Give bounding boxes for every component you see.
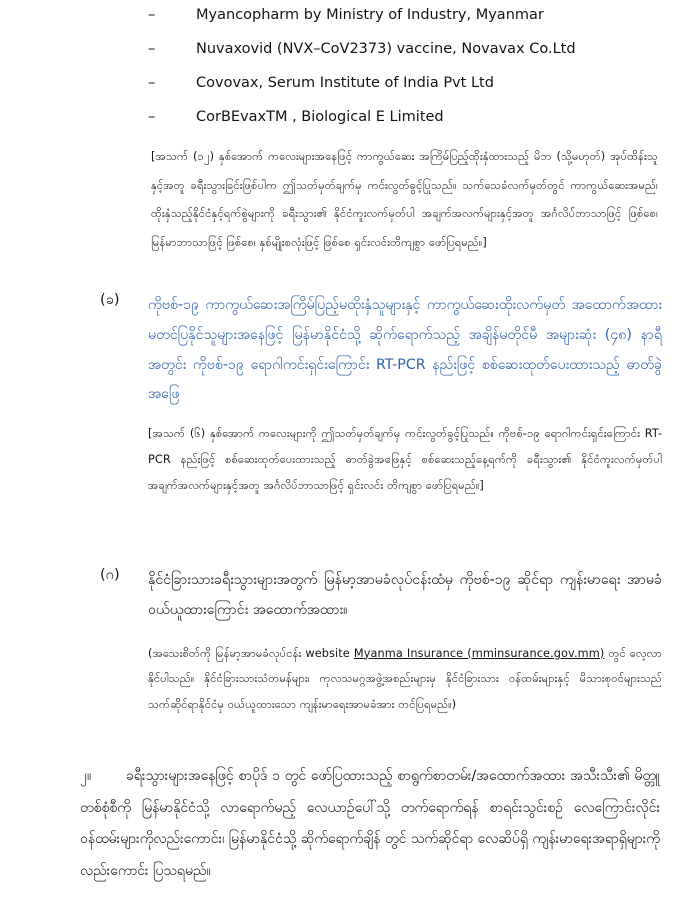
paragraph-text: ခရီးသွားများအနေဖြင့် စာပိုဒ် ၁ တွင် ဖော်ပြထားသည့် စာရွက်စာတမ်း/အထောက်အထား အသီးသီး၏ မိတ္တူတစ်စုံစီကို မြန်မာနိုင်ငံသို့ လာရောက်မည့် လေယာဉ်ပေါ်သို့ တက်ရောက်ရန် စာရင်းသွင်းစဉ် လေကြောင်းလိုင်းဝန်ထမ်းများကိုလည်းကောင်း၊ မြန်မာနိုင်ငံသို့ ဆိုက်ရောက်ချိန် တွင် သက်ဆိုင်ရာ လေဆိပ်ရှိ ကျန်းမာရေးအရာရှိများကိုလည်းကောင်း ပြသရမည်။ <box>80 768 660 879</box>
list-dash: – <box>148 7 156 23</box>
section-body <box>148 291 662 499</box>
section-number: (ဂ) <box>100 567 120 583</box>
section-body <box>148 566 662 717</box>
list-item <box>148 32 668 66</box>
section-number: (ခ) <box>100 292 120 308</box>
section-heading: နိုင်ငံခြားသားခရီးသွားများအတွက် မြန်မာ့အာမခံလုပ်ငန်းထံမှ ကိုဗစ်-၁၉ ဆိုင်ရာ ကျန်းမာရေး အာမခံဝယ်ယူထားကြောင်း အထောက်အထား။ <box>148 572 662 618</box>
section-note: [အသက် (၆) နှစ်အောက် ကလေးများကို ဤသတ်မှတ်ချက်မှ ကင်းလွတ်ခွင့်ပြုသည်။ ကိုဗစ်-၁၉ ရောဂါကင်းရှင်းကြောင်း RT-PCR နည်းဖြင့် စစ်ဆေးထုတ်ပေးထားသည့် ဓာတ်ခွဲအဖြေနှင့် စစ်ဆေးသည့်နေ့ရက်ကို ခရီးသွား၏ နိုင်ငံကူးလက်မှတ်ပါ အချက်အလက်များနှင့်အတူ အင်္ဂလိပ်ဘာသာဖြင့် ရှင်းလင်း တိကျစွာ ဖော်ပြရမည်။] <box>148 427 662 492</box>
list-item <box>148 66 668 100</box>
vaccine-list <box>148 0 668 134</box>
list-item-text: Myancopharm by Ministry of Industry, Myanmar <box>196 7 544 23</box>
list-dash: – <box>148 41 156 57</box>
list-item <box>148 0 668 32</box>
note-rest: တွင် လေ့လာနိုင်ပါသည်။ နိုင်ငံခြားသားသံတမန်များ၊ ကုလသမဂ္ဂအဖွဲ့အစည်းများမှ နိုင်ငံခြားသား ဝန်ထမ်းများနှင့် မိသားစုဝင်များသည် သက်ဆိုင်ရာနိုင်ငံမှ ဝယ်ယူထားသော ကျန်းမာရေးအာမခံအား တင်ပြရမည်။) <box>148 646 662 711</box>
section-note <box>148 641 662 718</box>
list-item <box>148 100 668 134</box>
list-item-text: Nuvaxovid (NVX–CoV2373) vaccine, Novavax Co.Ltd <box>196 41 576 57</box>
section-heading: ကိုဗစ်-၁၉ ကာကွယ်ဆေးအကြိမ်ပြည့်မထိုးနှံသူများနှင့် ကာကွယ်ဆေးထိုးလက်မှတ် အထောက်အထား မတင်ပြနိုင်သူများအနေဖြင့် မြန်မာနိုင်ငံသို့ ဆိုက်ရောက်သည့် အချိန်မတိုင်မီ အများဆုံး (၄၈) နာရီအတွင်း ကိုဗစ်-၁၉ ရောဂါကင်းရှင်းကြောင်း RT-PCR နည်းဖြင့် စစ်ဆေးထုတ်ပေးထားသည့် ဓာတ်ခွဲ အဖြေ <box>148 297 662 403</box>
list-dash: – <box>148 109 156 125</box>
insurance-website-link[interactable]: Myanma Insurance (mminsurance.gov.mm) <box>353 646 605 660</box>
age-exemption-note: [အသက် (၁၂) နှစ်အောက် ကလေးများအနေဖြင့် ကာကွယ်ဆေး အကြိမ်ပြည့်ထိုးနှံထားသည့် မိဘ (သို့မဟုတ်) အုပ်ထိန်းသူနှင့်အတူ ခရီးသွားခြင်းဖြစ်ပါက ဤသတ်မှတ်ချက်မှ ကင်းလွတ်ခွင့်ပြုသည်။ သက်သေခံလက်မှတ်တွင် ကာကွယ်ဆေးအမည်၊ ထိုးနှံသည့်နိုင်ငံနှင့်ရက်စွဲများကို ခရီးသွား၏ နိုင်ငံကူးလက်မှတ်ပါ အချက်အလက်များနှင့်အတူ အင်္ဂလိပ်ဘာသာဖြင့် ဖြစ်စေ၊ မြန်မာဘာသာဖြင့် ဖြစ်စေ၊ နှစ်မျိုးစလုံးဖြင့် ဖြစ်စေ ရှင်းလင်းတိကျစွာ ဖော်ပြရမည်။] <box>151 150 658 249</box>
paragraph-2 <box>80 761 660 887</box>
paragraph-number: ၂။ <box>80 768 92 784</box>
list-dash: – <box>148 75 156 91</box>
list-item-text: CorBEvaxTM , Biological E Limited <box>196 109 444 125</box>
note-prefix: (အသေးစိတ်ကို မြန်မာ့အာမခံလုပ်ငန်း website <box>148 646 350 660</box>
list-item-text: Covovax, Serum Institute of India Pvt Ltd <box>196 75 494 91</box>
